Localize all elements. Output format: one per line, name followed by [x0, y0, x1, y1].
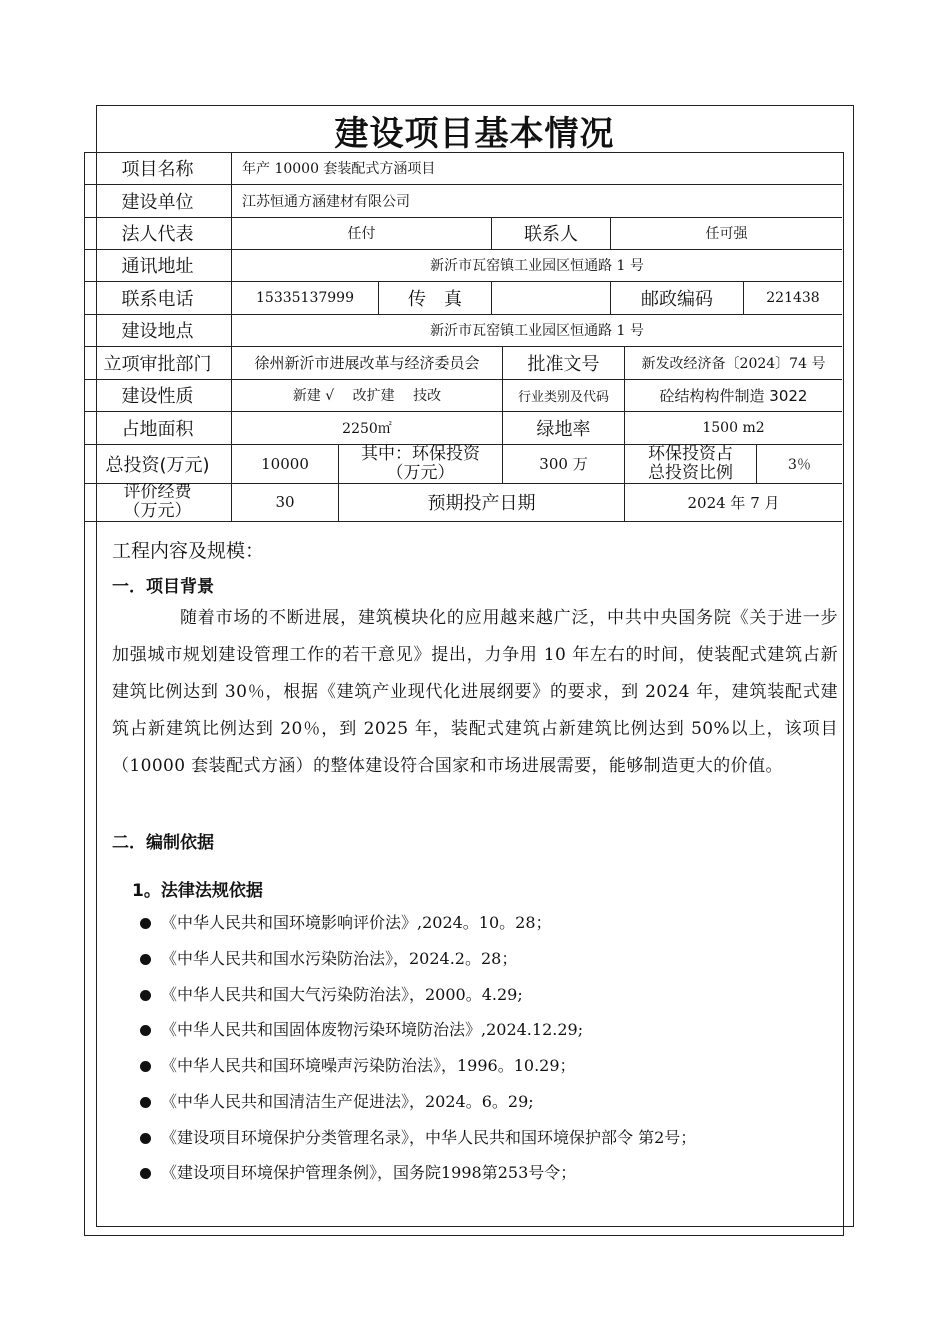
approval-dept-value: 徐州新沂市进展改革与经济委员会 — [231, 346, 502, 379]
bullet-icon — [140, 918, 151, 929]
env-invest-label-line1: 其中：环保投资 — [361, 444, 480, 464]
row-legal-rep — [84, 217, 842, 249]
project-name-label: 项目名称 — [121, 159, 194, 180]
eval-fee-label-line1: 评价经费 — [123, 483, 192, 502]
row-eval-fee — [84, 483, 842, 521]
bullet-icon — [140, 1061, 151, 1072]
row-nature — [84, 379, 842, 411]
prod-date-label: 预期投产日期 — [338, 483, 624, 521]
legal-rep-label: 法人代表 — [121, 224, 194, 245]
industry-value: 砼结构构件制造 3022 — [624, 379, 842, 411]
law-item-text: 《中华人民共和国清洁生产促进法》，2024。6。29; — [161, 1092, 534, 1111]
row-phone — [84, 281, 842, 314]
phone-label: 联系电话 — [121, 288, 194, 310]
env-ratio-value: 3％ — [756, 444, 842, 483]
law-item-text: 《中华人民共和国水污染防治法》，2024.2。28； — [161, 949, 518, 968]
industry-label: 行业类别及代码 — [502, 379, 624, 411]
green-value: 1500 m2 — [624, 411, 842, 444]
law-item-text: 《建设项目环境保护分类管理名录》，中华人民共和国环境保护部令 第2号； — [161, 1128, 697, 1147]
contact-label: 联系人 — [491, 217, 610, 249]
phone-value: 15335137999 — [231, 281, 378, 314]
green-label: 绿地率 — [502, 411, 624, 444]
law-item — [140, 1017, 583, 1040]
site-label: 建设地点 — [121, 321, 194, 342]
law-item — [140, 1125, 696, 1148]
laws-subheading: 1。法律法规依据 — [132, 881, 263, 901]
investment-value: 10000 — [231, 444, 338, 483]
fax-value — [491, 281, 610, 314]
bullet-icon — [140, 1168, 151, 1179]
address-value: 新沂市瓦窑镇工业园区恒通路 1 号 — [231, 249, 842, 281]
bullet-icon — [140, 990, 151, 1001]
row-investment — [84, 444, 842, 483]
bullet-icon — [140, 1097, 151, 1108]
site-value: 新沂市瓦窑镇工业园区恒通路 1 号 — [231, 314, 842, 346]
postcode-label: 邮政编码 — [610, 281, 743, 314]
section-background-heading: 一．项目背景 — [112, 577, 214, 597]
builder-label: 建设单位 — [121, 191, 194, 213]
legal-rep-value: 任付 — [231, 217, 491, 249]
law-item — [140, 1089, 534, 1112]
builder-value: 江苏恒通方涵建材有限公司 — [231, 184, 842, 217]
law-item-text: 《建设项目环境保护管理条例》，国务院1998第253号令； — [161, 1163, 577, 1182]
postcode-value: 221438 — [743, 281, 842, 314]
section-basis-heading: 二．编制依据 — [112, 833, 214, 853]
law-item-text: 《中华人民共和国环境噪声污染防治法》，1996。10.29； — [161, 1056, 576, 1075]
env-ratio-label-line1: 环保投资占 — [648, 444, 733, 464]
contact-value: 任可强 — [610, 217, 842, 249]
page-title: 建设项目基本情况 — [334, 114, 615, 154]
eval-fee-value: 30 — [231, 483, 338, 521]
prod-date-value: 2024 年 7 月 — [624, 483, 842, 521]
env-invest-value: 300 万 — [502, 444, 624, 483]
env-invest-label — [338, 444, 502, 483]
bullet-icon — [140, 954, 151, 965]
env-invest-label-line2: （万元） — [386, 462, 455, 483]
row-approval — [84, 346, 842, 379]
address-label: 通讯地址 — [121, 256, 194, 277]
law-item — [140, 1160, 576, 1183]
table-bottom-line — [84, 521, 842, 522]
investment-label: 总投资(万元) — [105, 454, 210, 476]
eval-fee-label — [84, 483, 231, 521]
fax-label: 传 真 — [378, 281, 491, 314]
law-item — [140, 982, 523, 1005]
background-paragraph: 随着市场的不断进展，建筑模块化的应用越来越广泛，中共中央国务院《关于进一步加强城市规划建设管理工作的若干意见》提出，力争用 10 年左右的时间，使装配式建筑占新建筑比例达到 30％，根据《建筑产业现代化进展纲要》的要求，到 2024 年，建筑装配式建筑占新建筑比例达到 20％，到 2025 年，装配式建筑占新建筑比例达到 50%以上，该项目（10000 套装配式方涵）的整体建设符合国家和市场进展需要，能够制造更大的价值。 — [112, 608, 838, 776]
approval-no-label: 批准文号 — [502, 346, 624, 379]
row-site — [84, 314, 842, 346]
law-item-text: 《中华人民共和国大气污染防治法》，2000。4.29; — [161, 985, 523, 1004]
area-label: 占地面积 — [121, 418, 194, 440]
row-project-name — [84, 152, 842, 184]
nature-value: 新建 √ 改扩建 技改 — [231, 379, 502, 411]
row-address — [84, 249, 842, 281]
law-item-text: 《中华人民共和国环境影响评价法》,2024。10。28； — [161, 913, 552, 932]
law-item — [140, 910, 552, 933]
law-item-text: 《中华人民共和国固体废物污染环境防治法》,2024.12.29; — [161, 1020, 584, 1039]
content-heading: 工程内容及规模： — [112, 540, 265, 562]
eval-fee-label-line2: （万元） — [123, 501, 192, 521]
row-area — [84, 411, 842, 444]
law-item — [140, 1053, 576, 1076]
law-item — [140, 946, 517, 969]
approval-dept-label: 立项审批部门 — [103, 353, 212, 375]
env-ratio-label — [624, 444, 756, 483]
bullet-icon — [140, 1133, 151, 1144]
bullet-icon — [140, 1025, 151, 1036]
env-ratio-label-line2: 总投资比例 — [648, 462, 733, 483]
area-value: 2250㎡ — [231, 411, 502, 444]
nature-label: 建设性质 — [121, 386, 194, 407]
row-builder — [84, 184, 842, 217]
approval-no-value: 新发改经济备〔2024〕74 号 — [624, 346, 842, 379]
project-name-value: 年产 10000 套装配式方涵项目 — [231, 152, 842, 184]
